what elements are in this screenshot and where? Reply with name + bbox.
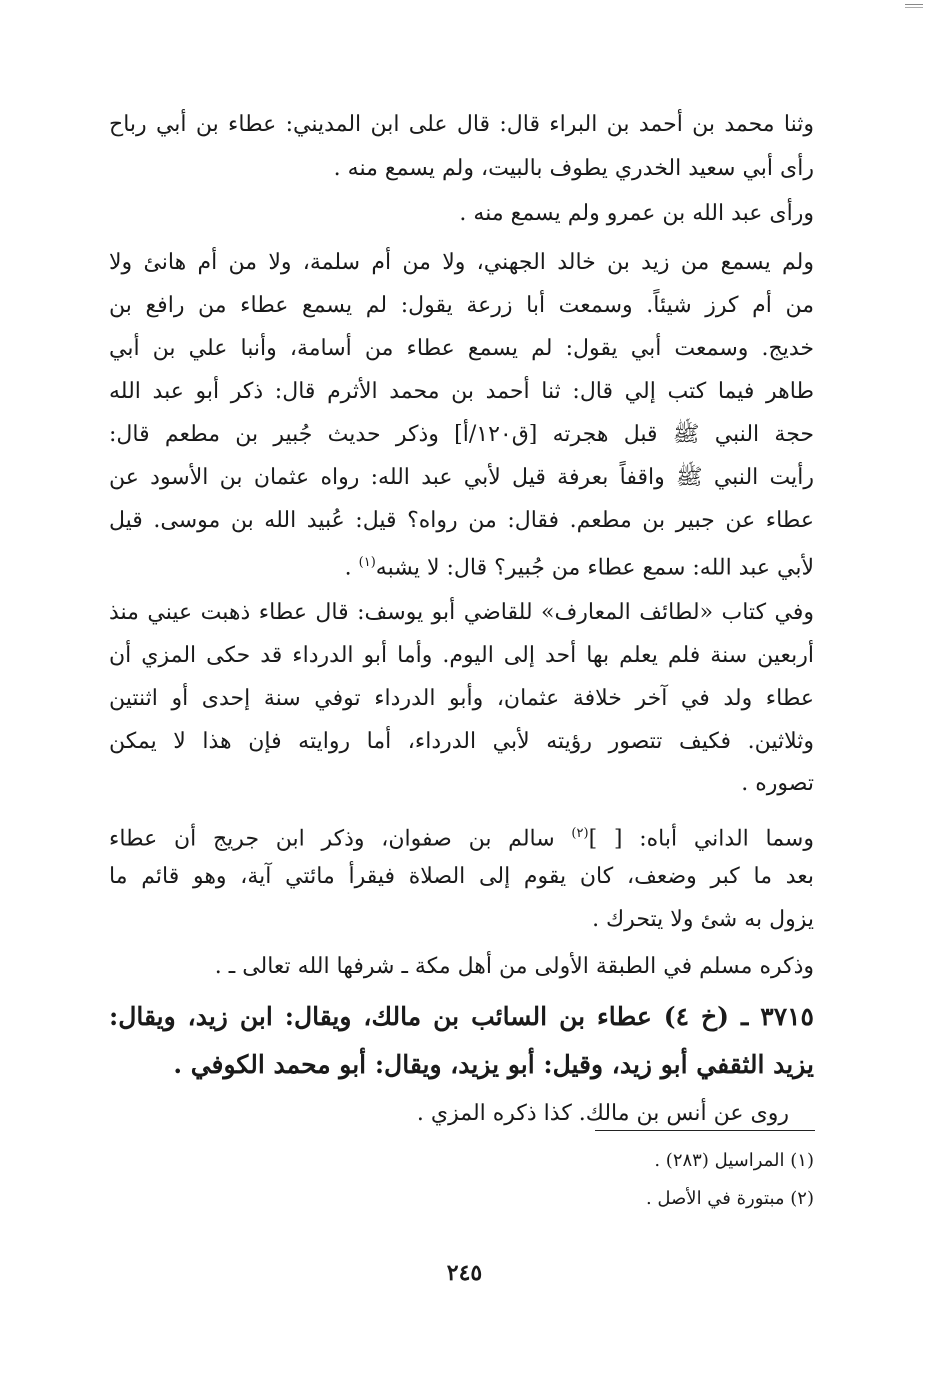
text-line-11 <box>109 541 814 590</box>
text-line-19: يزول به شئ ولا يتحرك . <box>592 907 814 932</box>
footnote-marker-2: (٢) <box>571 826 589 841</box>
text-line-5: من أم كرز شيئاً. وسمعت أبا زرعة يقول: لم يسمع عطاء من رافع بن <box>109 293 814 318</box>
line-17-start: وسما الداني أباه: [ ] <box>588 826 814 852</box>
text-line-10: عطاء عن جبير بن مطعم. فقال: من رواه؟ قيل: عُبيد الله بن موسى. قيل <box>109 508 814 533</box>
text-line-6: خديج. وسمعت أبي يقول: لم يسمع عطاء من أسامة، وأنبا علي بن أبي <box>109 336 814 361</box>
line-11-text: لأبي عبد الله: سمع عطاء من جُبير؟ قال: لا يشبه <box>375 555 814 581</box>
text-line-1: وثنا محمد بن أحمد بن البراء قال: قال على ابن المديني: عطاء بن أبي رباح <box>109 112 814 137</box>
text-line-12: وفي كتاب «لطائف المعارف» للقاضي أبو يوسف: قال عطاء ذهبت عيني منذ <box>109 600 814 625</box>
text-line-13: أربعين سنة فلم يعلم بها أحد إلى اليوم. وأما أبو الدرداء قد حكى المزي أن <box>109 643 814 668</box>
text-line-14: عطاء ولد في آخر خلافة عثمان، وأبو الدرداء توفي سنة إحدى أو اثنتين <box>109 686 814 711</box>
text-line-8: حجة النبي ﷺ قبل هجرته [ق١٢٠/أ] وذكر حديث جُبير بن مطعم قال: <box>109 422 814 447</box>
line-11-end: . <box>344 555 359 581</box>
entry-heading-line-1: ٣٧١٥ ـ (خ ٤) عطاء بن السائب بن مالك، ويقال: ابن زيد، ويقال: <box>109 1002 814 1031</box>
text-line-9: رأيت النبي ﷺ واقفاً بعرفة قيل لأبي عبد الله: رواه عثمان بن الأسود عن <box>109 465 814 490</box>
text-line-17 <box>109 812 814 861</box>
page-number: ٢٤٥ <box>446 1260 483 1286</box>
text-line-last: روى عن أنس بن مالك. كذا ذكره المزي . <box>416 1101 789 1126</box>
text-line-15: وثلاثين. فكيف تتصور رؤيته لأبي الدرداء، أما روايته فإن هذا لا يمكن <box>109 729 814 754</box>
text-line-7: طاهر فيما كتب إلي قال: ثنا أحمد بن محمد الأثرم قال: ذكر أبو عبد الله <box>109 379 814 404</box>
line-17-rest: سالم بن صفوان، وذكر ابن جريج أن عطاء <box>109 826 555 852</box>
text-line-16: تصوره . <box>741 771 814 796</box>
footnote-1: (١) المراسيل (٢٨٣) . <box>654 1150 814 1171</box>
entry-heading-line-2: يزيد الثقفي أبو زيد، وقيل: أبو يزيد، ويقال: أبو محمد الكوفي . <box>173 1050 814 1079</box>
text-line-4: ولم يسمع من زيد بن خالد الجهني، ولا من أم سلمة، ولا من أم هانئ ولا <box>109 250 814 275</box>
text-line-3: ورأى عبد الله بن عمرو ولم يسمع منه . <box>459 201 814 226</box>
text-line-18: بعد ما كبر وضعف، كان يقوم إلى الصلاة فيقرأ مائتي آية، وهو قائم ما <box>109 864 814 889</box>
footnote-separator <box>595 1130 815 1131</box>
corner-mark <box>905 4 923 8</box>
footnote-marker-1: (١) <box>358 555 376 570</box>
text-line-2: رأى أبي سعيد الخدري يطوف بالبيت، ولم يسمع منه . <box>333 156 814 181</box>
footnote-2: (٢) مبتورة في الأصل . <box>645 1188 814 1209</box>
text-line-20: وذكره مسلم في الطبقة الأولى من أهل مكة ـ شرفها الله تعالى ـ . <box>214 954 814 979</box>
